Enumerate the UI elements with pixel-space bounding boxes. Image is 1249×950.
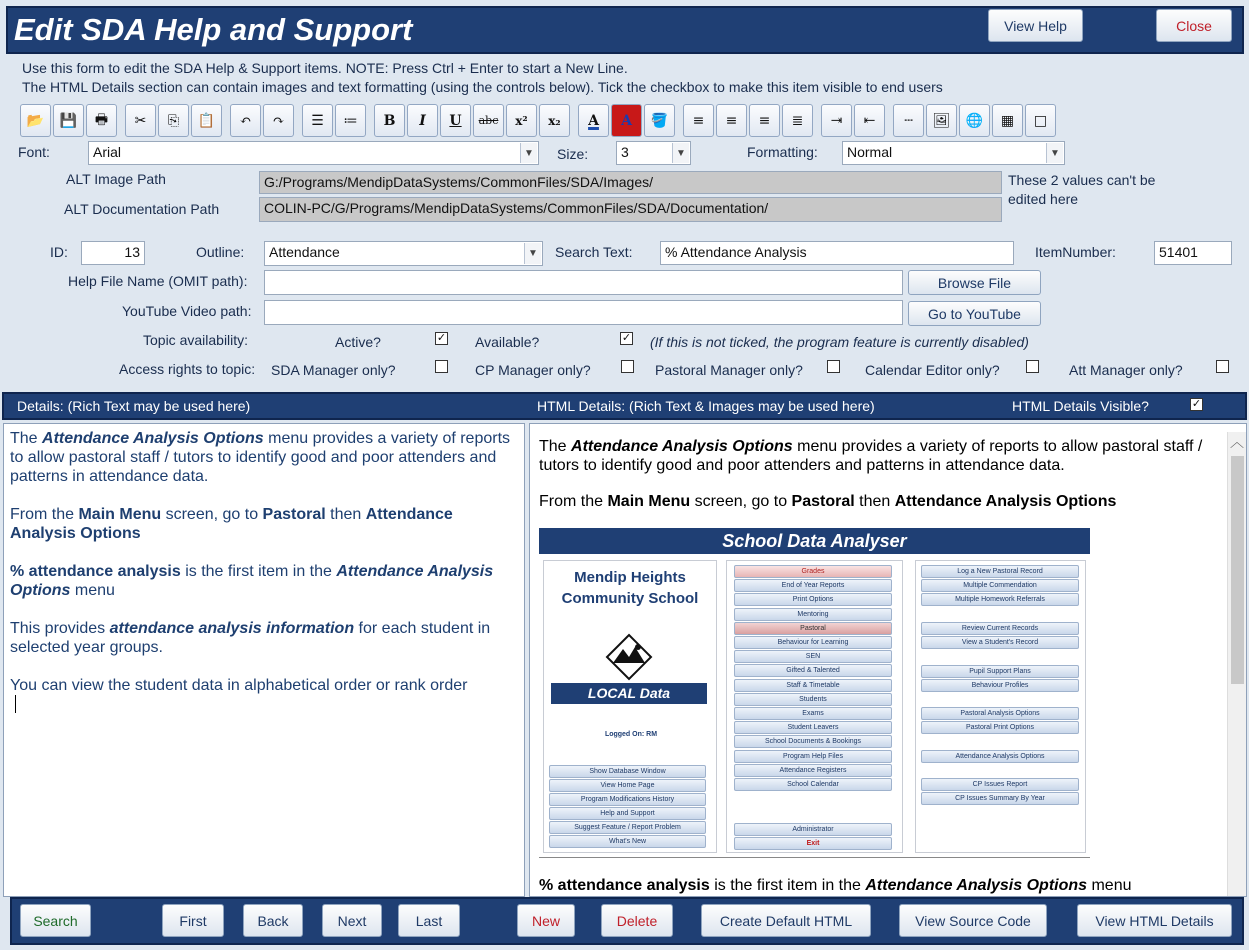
fill-color-icon[interactable]: 🪣: [644, 104, 675, 137]
size-select-value: 3: [621, 144, 629, 160]
underline-button[interactable]: U: [440, 104, 471, 137]
align-center-icon[interactable]: ≡: [716, 104, 747, 137]
menu-button: Log a New Pastoral Record: [921, 565, 1079, 578]
logged-on-text: Logged On: RM: [604, 731, 658, 738]
chevron-down-icon: ▼: [672, 143, 689, 163]
copy-icon[interactable]: ⎘: [158, 104, 189, 137]
go-to-youtube-button[interactable]: Go to YouTube: [908, 301, 1041, 326]
sda-title-bar: School Data Analyser: [539, 528, 1090, 554]
details-section-label: Details: (Rich Text may be used here): [17, 398, 251, 414]
open-icon[interactable]: 📂: [20, 104, 51, 137]
print-icon[interactable]: 🖶: [86, 104, 117, 137]
size-select[interactable]: [616, 141, 691, 165]
html-details-preview[interactable]: [529, 423, 1247, 897]
numbered-list-icon[interactable]: ☰: [302, 104, 333, 137]
menu-button: Pastoral Analysis Options: [921, 707, 1079, 720]
alt-image-label: ALT Image Path: [66, 171, 166, 187]
insert-table-icon[interactable]: ▦: [992, 104, 1023, 137]
youtube-field[interactable]: [264, 300, 903, 325]
menu-button: Suggest Feature / Report Problem: [549, 821, 706, 834]
embedded-main-menu-screenshot: [539, 528, 1090, 858]
active-label: Active?: [335, 334, 381, 350]
access-rights-label: Access rights to topic:: [119, 361, 256, 377]
bullet-list-icon[interactable]: ≔: [335, 104, 366, 137]
menu-button: Gifted & Talented: [734, 664, 892, 677]
superscript-button[interactable]: x²: [506, 104, 537, 137]
details-paragraph: You can view the student data in alphabetical order or rank order: [10, 677, 468, 694]
font-select[interactable]: [88, 141, 539, 165]
menu-button: View Home Page: [549, 779, 706, 792]
search-text-label: Search Text:: [555, 244, 633, 260]
delete-record-button[interactable]: Delete: [601, 904, 673, 937]
menu-button: Behaviour Profiles: [921, 679, 1079, 692]
html-visible-checkbox[interactable]: ✓: [1191, 398, 1202, 410]
strikethrough-button[interactable]: abc: [473, 104, 504, 137]
details-rich-text-editor[interactable]: [3, 423, 525, 897]
menu-button: CP Issues Report: [921, 778, 1079, 791]
size-label: Size:: [557, 146, 589, 162]
alt-image-path-field: G:/Programs/MendipDataSystems/CommonFiles/SDA/Images/: [259, 171, 1002, 194]
menu-button: Print Options: [734, 593, 892, 606]
align-justify-icon[interactable]: ≣: [782, 104, 813, 137]
menu-button: End of Year Reports: [734, 579, 892, 592]
menu-button: What's New: [549, 835, 706, 848]
menu-button: Program Modifications History: [549, 793, 706, 806]
back-record-button[interactable]: Back: [243, 904, 303, 937]
outline-label: Outline:: [196, 244, 245, 260]
menu-button: School Calendar: [734, 778, 892, 791]
school-column: [543, 560, 717, 853]
italic-button[interactable]: I: [407, 104, 438, 137]
html-preview-scrollbar[interactable]: [1227, 432, 1246, 897]
details-paragraph: The Attendance Analysis Options menu provides a variety of reports to allow pastoral staff / tutors to identify good and poor attenders and patterns in attendance data.: [10, 430, 511, 485]
next-record-button[interactable]: Next: [322, 904, 382, 937]
menu-button: CP Issues Summary By Year: [921, 792, 1079, 805]
menu-button: Exams: [734, 707, 892, 720]
administrator-button: Administrator: [734, 823, 892, 836]
item-number-field[interactable]: 51401: [1154, 241, 1232, 265]
close-button[interactable]: Close: [1156, 9, 1232, 42]
border-box-icon[interactable]: □: [1025, 104, 1056, 137]
info-line-1: Use this form to edit the SDA Help & Support items. NOTE: Press Ctrl + Enter to start a New Line.: [22, 60, 628, 76]
id-label: ID:: [50, 244, 68, 260]
exit-button: Exit: [734, 837, 892, 850]
menu-button: Attendance Analysis Options: [921, 750, 1079, 763]
id-field[interactable]: 13: [81, 241, 145, 265]
html-paragraph: The Attendance Analysis Options menu provides a variety of reports to allow pastoral staff / tutors to identify good and poor attenders and patterns in attendance data.: [539, 438, 1203, 474]
local-data-banner: LOCAL Data: [551, 683, 707, 704]
paste-icon[interactable]: 📋: [191, 104, 222, 137]
html-paragraph: From the Main Menu screen, go to Pastoral then Attendance Analysis Options: [539, 493, 1117, 510]
outline-select-value: Attendance: [269, 244, 340, 260]
formatting-select[interactable]: [842, 141, 1065, 165]
active-checkbox[interactable]: ✓: [436, 332, 447, 344]
menu-button: Help and Support: [549, 807, 706, 820]
html-section-label: HTML Details: (Rich Text & Images may be used here): [537, 398, 875, 414]
sda-manager-checkbox[interactable]: [435, 360, 448, 373]
details-paragraph: This provides attendance analysis information for each student in selected year groups.: [10, 620, 491, 656]
redo-icon[interactable]: ↷: [263, 104, 294, 137]
menu-button: Pupil Support Plans: [921, 665, 1079, 678]
menu-button: Mentoring: [734, 608, 892, 621]
menu-button: Student Leavers: [734, 721, 892, 734]
html-preview-content: [539, 437, 1211, 528]
help-file-field[interactable]: [264, 270, 903, 295]
save-icon[interactable]: 💾: [53, 104, 84, 137]
text-cursor: [15, 695, 16, 713]
scrollbar-thumb[interactable]: [1231, 456, 1244, 684]
undo-icon[interactable]: ↶: [230, 104, 261, 137]
menu-button: SEN: [734, 650, 892, 663]
indent-icon[interactable]: ⇥: [821, 104, 852, 137]
browse-file-button[interactable]: Browse File: [908, 270, 1041, 295]
youtube-label: YouTube Video path:: [122, 303, 252, 319]
create-default-html-button[interactable]: Create Default HTML: [701, 904, 871, 937]
item-number-label: ItemNumber:: [1035, 244, 1116, 260]
alt-doc-label: ALT Documentation Path: [64, 201, 220, 217]
menu-button: Behaviour for Learning: [734, 636, 892, 649]
available-checkbox[interactable]: ✓: [621, 332, 632, 344]
menu-button: Program Help Files: [734, 750, 892, 763]
search-button[interactable]: Search: [20, 904, 91, 937]
menu-button: Pastoral: [734, 622, 892, 635]
calendar-editor-checkbox[interactable]: [1026, 360, 1039, 373]
html-visible-label: HTML Details Visible?: [1012, 398, 1149, 414]
calendar-editor-label: Calendar Editor only?: [865, 362, 1000, 378]
main-menu-column: [726, 560, 903, 853]
horizontal-rule-icon[interactable]: ┄: [893, 104, 924, 137]
font-color-button[interactable]: A: [578, 104, 609, 137]
align-left-icon[interactable]: ≡: [683, 104, 714, 137]
outline-select[interactable]: [264, 241, 543, 266]
school-logo-icon: [605, 633, 653, 681]
chevron-down-icon: ▼: [1046, 143, 1063, 163]
view-html-details-button[interactable]: View HTML Details: [1077, 904, 1232, 937]
formatting-select-value: Normal: [847, 144, 893, 160]
school-name: Mendip Heights Community School: [561, 569, 699, 607]
help-file-label: Help File Name (OMIT path):: [68, 273, 248, 289]
info-line-2: The HTML Details section can contain images and text formatting (using the controls below). Tick the checkbox to make this item visible to end users: [22, 79, 943, 95]
cp-manager-checkbox[interactable]: [621, 360, 634, 373]
menu-button: Staff & Timetable: [734, 679, 892, 692]
chevron-down-icon: ▼: [524, 243, 541, 264]
highlight-color-button[interactable]: A: [611, 104, 642, 137]
scroll-up-icon[interactable]: ︿: [1230, 434, 1244, 450]
att-manager-checkbox[interactable]: [1216, 360, 1229, 373]
window-title: Edit SDA Help and Support: [14, 12, 413, 47]
details-paragraph: From the Main Menu screen, go to Pastoral then Attendance Analysis Options: [10, 506, 453, 542]
subscript-button[interactable]: x₂: [539, 104, 570, 137]
menu-button: View a Student's Record: [921, 636, 1079, 649]
outdent-icon[interactable]: ⇤: [854, 104, 885, 137]
att-manager-label: Att Manager only?: [1069, 362, 1183, 378]
details-paragraph: % attendance analysis is the first item in the Attendance Analysis Options menu: [10, 563, 494, 599]
menu-button: Students: [734, 693, 892, 706]
formatting-label: Formatting:: [747, 144, 818, 160]
align-right-icon[interactable]: ≡: [749, 104, 780, 137]
menu-button: Show Database Window: [549, 765, 706, 778]
format-toolbar: [20, 104, 1056, 138]
menu-button: Attendance Registers: [734, 764, 892, 777]
font-select-value: Arial: [93, 144, 122, 160]
alt-doc-path-field: COLIN-PC/G/Programs/MendipDataSystems/CommonFiles/SDA/Documentation/: [259, 197, 1002, 222]
cp-manager-label: CP Manager only?: [475, 362, 591, 378]
bold-button[interactable]: B: [374, 104, 405, 137]
font-label: Font:: [18, 144, 50, 160]
menu-button: Review Current Records: [921, 622, 1079, 635]
cut-icon[interactable]: ✂: [125, 104, 156, 137]
insert-image-icon[interactable]: 🖼: [926, 104, 957, 137]
menu-button: Pastoral Print Options: [921, 721, 1079, 734]
html-paragraph: % attendance analysis is the first item in the Attendance Analysis Options menu: [539, 877, 1132, 894]
pastoral-menu-column: [915, 560, 1086, 853]
view-source-code-button[interactable]: View Source Code: [899, 904, 1047, 937]
chevron-down-icon: ▼: [520, 143, 537, 163]
new-record-button[interactable]: New: [517, 904, 575, 937]
last-record-button[interactable]: Last: [398, 904, 460, 937]
pastoral-manager-label: Pastoral Manager only?: [655, 362, 803, 378]
availability-note: (If this is not ticked, the program feature is currently disabled): [650, 334, 1029, 350]
details-section-bar: [2, 392, 1247, 420]
menu-button: Multiple Homework Referrals: [921, 593, 1079, 606]
pastoral-manager-checkbox[interactable]: [827, 360, 840, 373]
menu-button: Grades: [734, 565, 892, 578]
available-label: Available?: [475, 334, 540, 350]
topic-availability-label: Topic availability:: [143, 332, 249, 348]
view-help-button[interactable]: View Help: [988, 9, 1083, 42]
sda-manager-label: SDA Manager only?: [271, 362, 396, 378]
paths-note: These 2 values can't be edited here: [1008, 172, 1156, 207]
menu-button: School Documents & Bookings: [734, 735, 892, 748]
search-text-field[interactable]: % Attendance Analysis: [660, 241, 1014, 265]
insert-link-icon[interactable]: 🌐: [959, 104, 990, 137]
menu-button: Multiple Commendation: [921, 579, 1079, 592]
first-record-button[interactable]: First: [162, 904, 224, 937]
